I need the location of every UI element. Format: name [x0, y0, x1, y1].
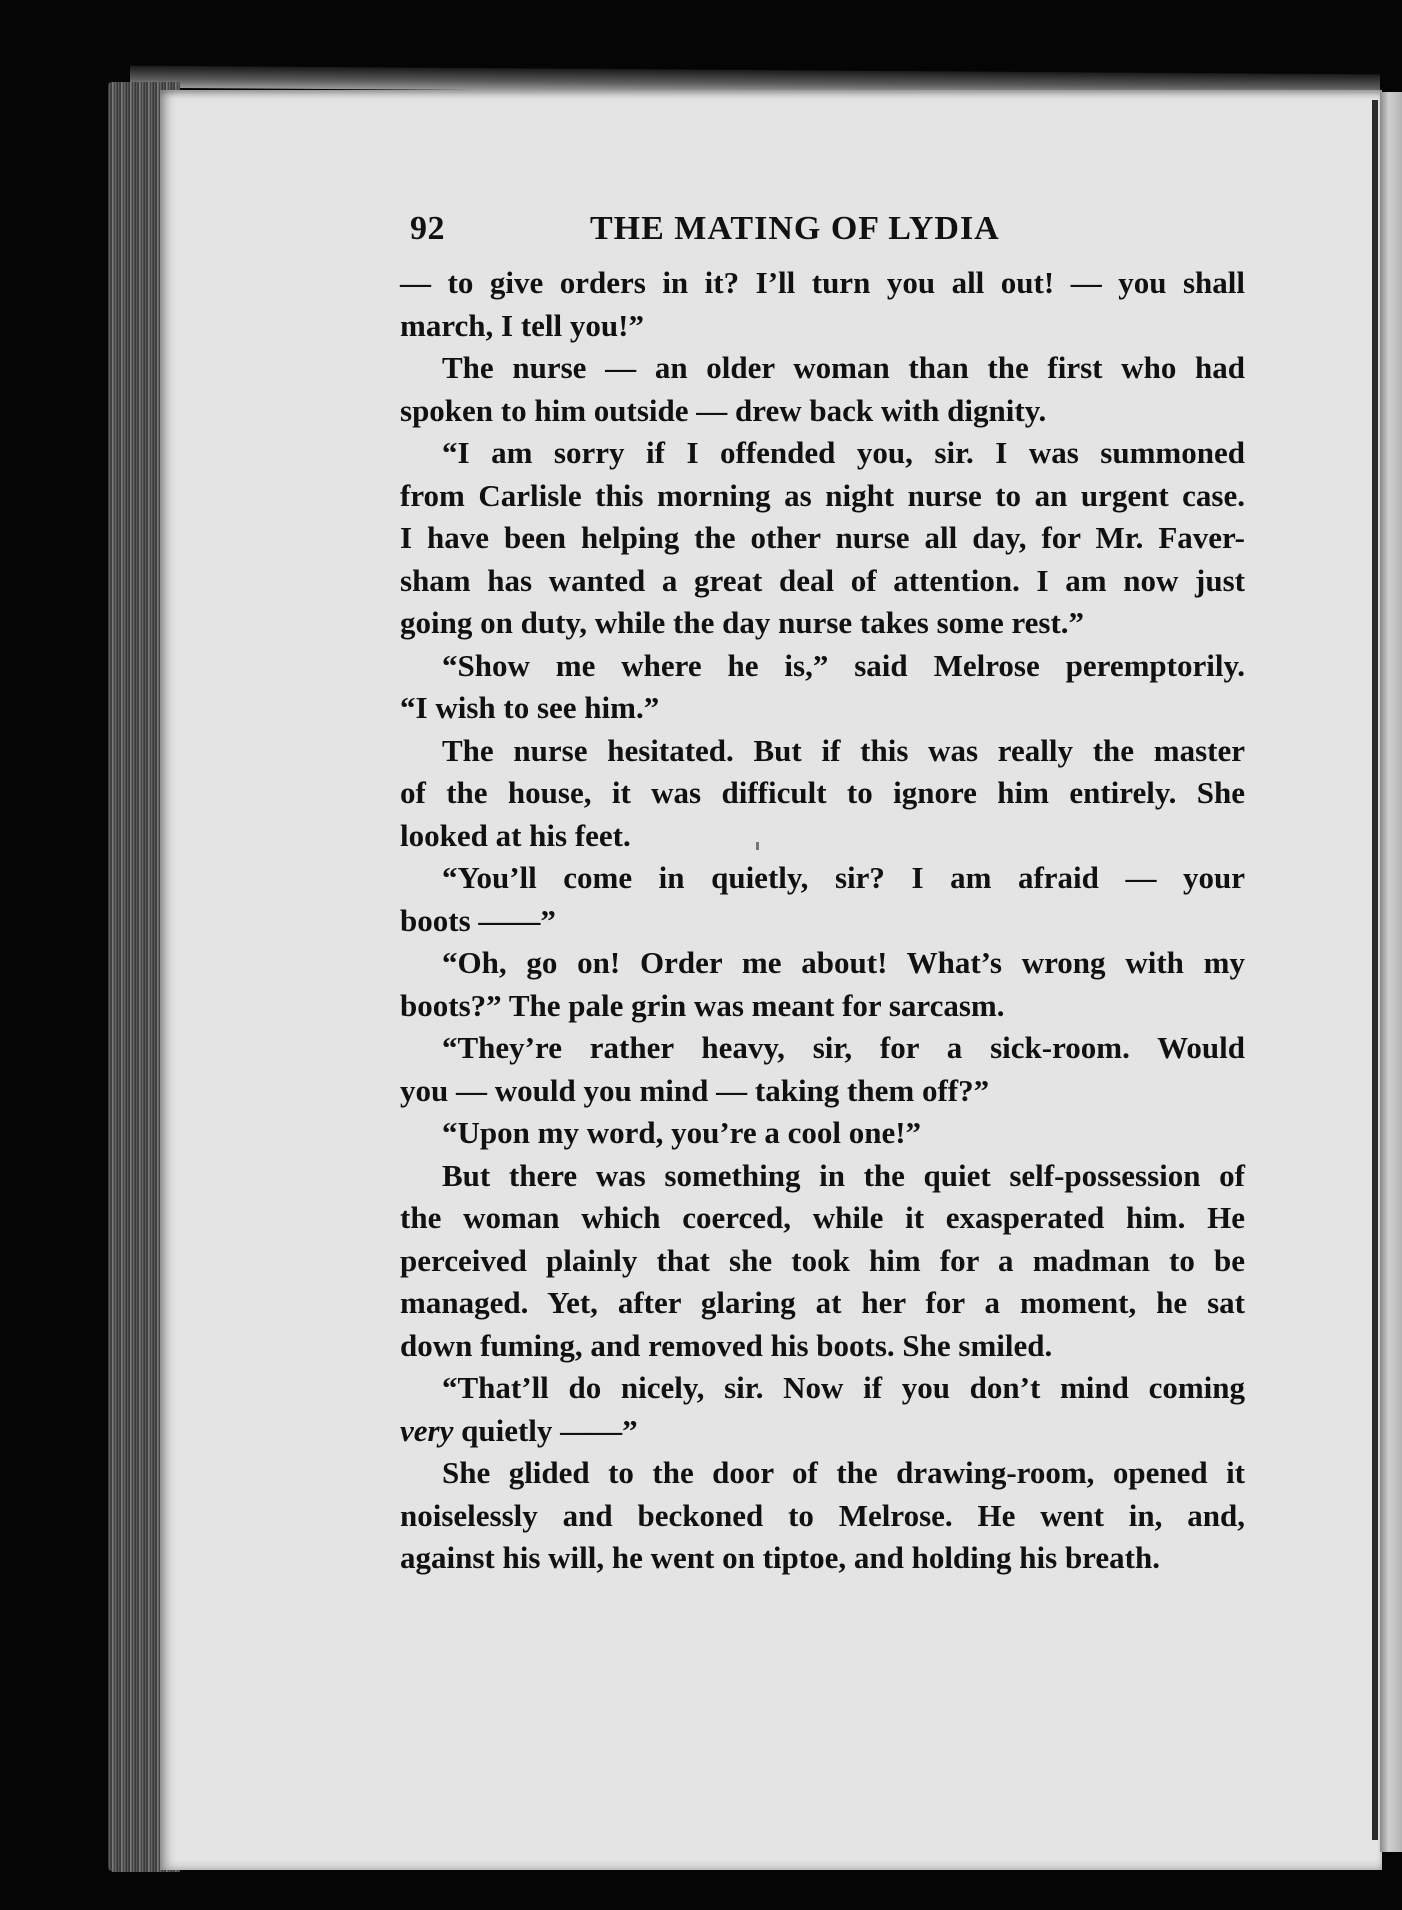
body-text	[400, 262, 1245, 1580]
text-line: against his will, he went on tiptoe, and holding his breath.	[400, 1540, 1160, 1575]
text-line: “Show me where he is,” said Melrose peremptorily.	[442, 647, 1245, 683]
text-line: “They’re rather heavy, sir, for a sick-room. Would	[442, 1030, 1245, 1065]
text-block	[400, 210, 1245, 1580]
facing-page-edge	[1380, 92, 1402, 1852]
text-line: boots ——”	[400, 902, 556, 938]
text-line: But there was something in the quiet self-possession of	[442, 1157, 1245, 1193]
text-line: from Carlisle this morning as night nurse to an urgent case.	[400, 477, 1245, 513]
text-line: “That’ll do nicely, sir. Now if you don’t mind coming	[442, 1370, 1245, 1405]
text-line: march, I tell you!”	[400, 307, 644, 343]
text-line: down fuming, and removed his boots. She smiled.	[400, 1327, 1053, 1363]
text-line: going on duty, while the day nurse takes some rest.”	[400, 605, 1085, 640]
text-line	[400, 1410, 1245, 1453]
text-line: looked at his feet.	[400, 817, 631, 853]
text-line: “You’ll come in quietly, sir? I am afraid — your	[442, 860, 1245, 895]
text-line: of the house, it was difficult to ignore him entirely. She	[400, 775, 1245, 810]
text-line: “Oh, go on! Order me about! What’s wrong with my	[442, 945, 1245, 980]
text-line: The nurse hesitated. But if this was really the master	[442, 732, 1245, 768]
text-line-rest: quietly ——”	[461, 1412, 638, 1448]
text-line: — to give orders in it? I’ll turn you all out! — you shall	[400, 265, 1245, 300]
text-line: managed. Yet, after glaring at her for a moment, he sat	[400, 1285, 1245, 1320]
text-line: “I wish to see him.”	[400, 690, 660, 725]
page-number: 92	[410, 210, 445, 247]
book-title: THE MATING OF LYDIA	[590, 210, 1000, 247]
text-line: boots?” The pale grin was meant for sarcasm.	[400, 987, 1005, 1023]
text-line: “Upon my word, you’re a cool one!”	[442, 1115, 922, 1150]
text-line: She glided to the door of the drawing-room, opened it	[442, 1455, 1245, 1490]
text-line: I have been helping the other nurse all day, for Mr. Faver-	[400, 520, 1245, 555]
text-line: noiselessly and beckoned to Melrose. He went in, and,	[400, 1497, 1245, 1533]
text-line: spoken to him outside — drew back with dignity.	[400, 392, 1047, 428]
text-line: the woman which coerced, while it exasperated him. He	[400, 1200, 1245, 1235]
italic-word: very	[400, 1412, 454, 1448]
right-gutter	[1372, 100, 1378, 1840]
text-line: “I am sorry if I offended you, sir. I was summoned	[442, 435, 1245, 470]
running-head	[400, 210, 1245, 262]
text-line: you — would you mind — taking them off?”	[400, 1072, 990, 1108]
text-line: perceived plainly that she took him for a madman to be	[400, 1242, 1245, 1278]
text-line: sham has wanted a great deal of attention. I am now just	[400, 562, 1245, 598]
stray-ink-mark	[756, 842, 759, 850]
text-line: The nurse — an older woman than the first who had	[442, 350, 1245, 385]
